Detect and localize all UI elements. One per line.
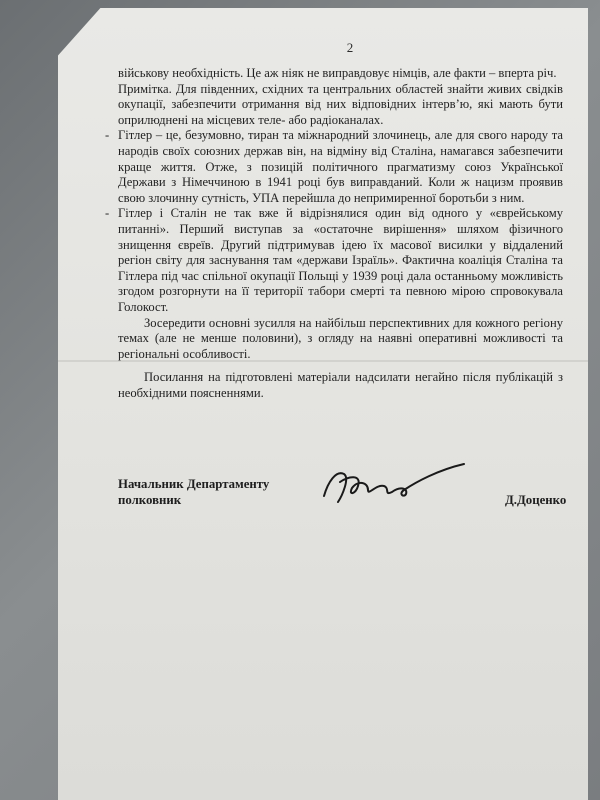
handwritten-signature — [318, 452, 468, 512]
signatory-title — [118, 476, 269, 508]
dash-bullet: - — [105, 206, 110, 221]
paragraph-instruction: Посилання на підготовлені матеріали надсилати негайно після публікацій з необхідними поясненнями. — [118, 370, 563, 400]
signatory-name: Д.Доценко — [505, 493, 567, 507]
paragraph-gap — [118, 362, 563, 370]
paragraph-note: Примітка. Для південних, східних та центральних областей знайти живих свідків окупації, забезпечити отримання від них відповідних інтерв’ю, які мають бути оприлюднені на місцевих теле- або радіоканалах. — [118, 81, 563, 127]
dash-bullet: - — [105, 128, 110, 143]
paragraph-continuation: військову необхідність. Це аж ніяк не виправдовує німців, але факти – вперта річ. — [118, 66, 557, 80]
dash-item — [105, 206, 563, 315]
dash-item-text: Гітлер – це, безумовно, тиран та міжнародний злочинець, але для свого народу та народів своїх союзних держав він, на відміну від Сталіна, намагався забезпечити краще життя. Отже, з позицій політичного прагматизму союз Української Держави з Німеччиною в 1941 році був виправданий. Коли ж нацизм проявив свою злочинну сутність, УПА перейшла до непримиренної боротьби з ним. — [118, 128, 563, 205]
dash-item — [105, 128, 563, 206]
signatory-position: Начальник Департаменту — [118, 477, 270, 491]
page-number: 2 — [346, 40, 354, 55]
dash-item-text: Гітлер і Сталін не так вже й відрізнялися один від одного у «єврейському питанні». Перший виступав за «остаточне вирішення» шляхом фізичного знищення євреїв. Другий підтримував ідею їх масової висилки у віддалений регіон світу для заснування там «держави Ізраїль». Фактична коаліція Сталіна та Гітлера під час спільної окупації Польщі у 1939 році дала останньому можливість згодом розгорнути на її території табори смерті та певною мірою спровокувала Голокост. — [118, 206, 563, 314]
paragraph-instruction: Зосередити основні зусилля на найбільш перспективних для кожного регіону темах (але не менше половини), з огляду на наявні оперативні можливості та регіональні особливості. — [118, 315, 563, 361]
signatory-rank: полковник — [118, 493, 182, 507]
document-body — [105, 66, 563, 401]
